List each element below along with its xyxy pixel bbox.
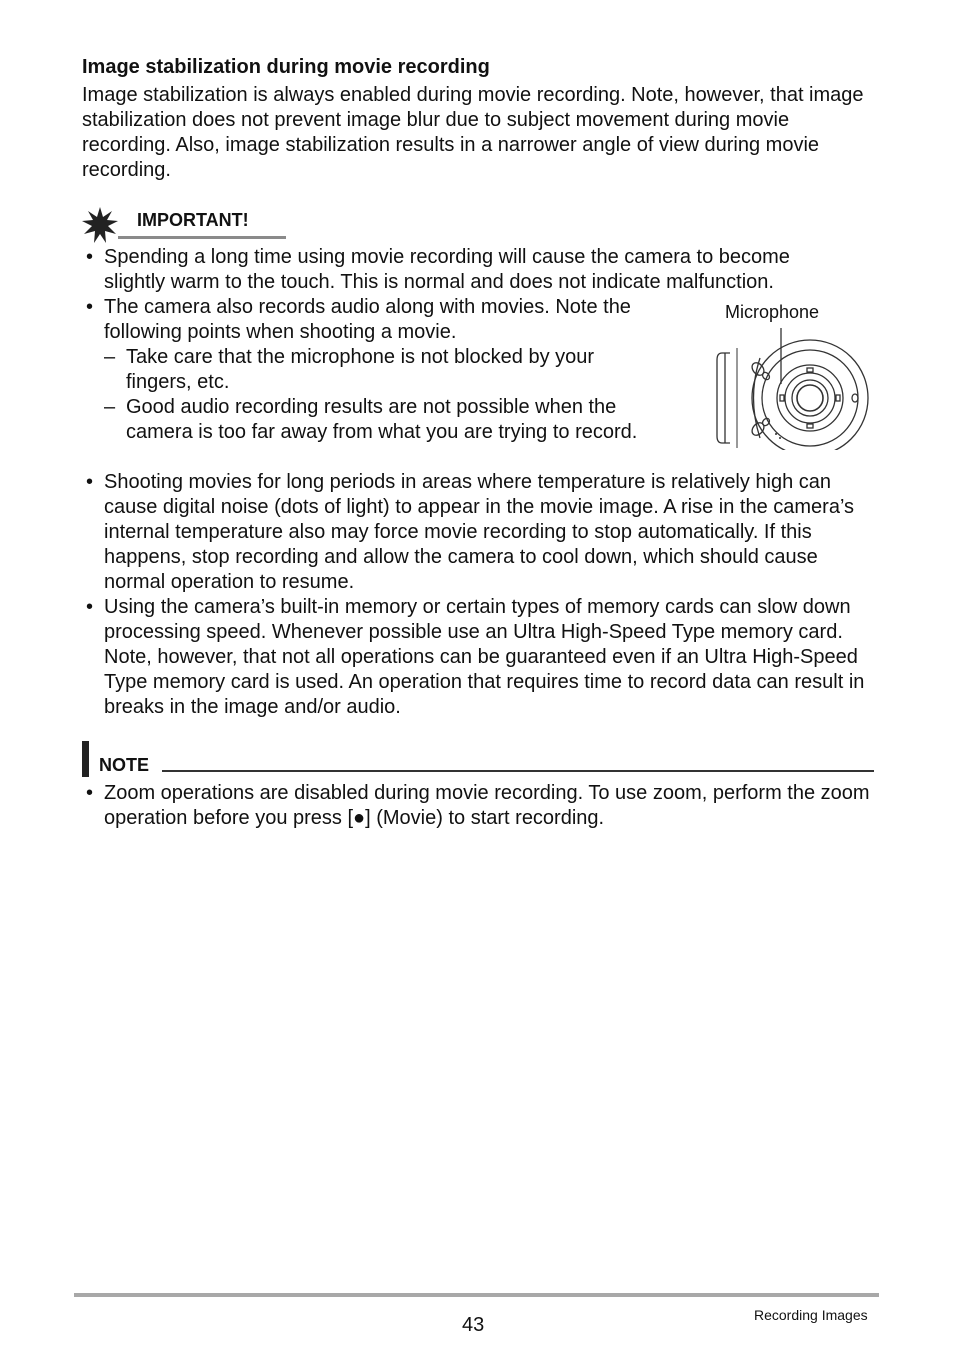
important-subitem-1 (104, 345, 636, 395)
burst-icon (82, 207, 118, 243)
page-number: 43 (462, 1314, 485, 1336)
important-header (82, 207, 286, 241)
bullet-text: The camera also records audio along with movies. Note the following points when shooting a movie. (104, 296, 631, 343)
footer-section-name: Recording Images (754, 1307, 868, 1323)
important-underline (118, 236, 286, 239)
section-heading: Image stabilization during movie recording (82, 56, 490, 78)
note-bullet-1 (86, 781, 874, 831)
camera-microphone-illustration (712, 326, 872, 450)
note-label: NOTE (99, 755, 150, 775)
bullet-text: Using the camera’s built-in memory or certain types of memory cards can slow down processing speed. Whenever possible use an Ultra High-Speed Type memory card. Note, however, that not all operations can be guaranteed even if an Ultra High-Speed Type memory card is used. An operation that requires time to record data can result in breaks in the image and/or audio. (104, 596, 865, 718)
footer-rule (74, 1293, 879, 1297)
subitem-text: Take care that the microphone is not blocked by your fingers, etc. (126, 346, 595, 393)
microphone-label: Microphone (725, 302, 820, 322)
bullet-marker: • (86, 296, 94, 318)
important-bullet-1 (86, 245, 834, 295)
dash-marker: – (104, 346, 116, 368)
bullet-text: Zoom operations are disabled during movie recording. To use zoom, perform the zoom operation before you press [●] (Movie) to start recording. (104, 782, 870, 829)
bullet-marker: • (86, 782, 94, 804)
important-subitem-2 (104, 395, 656, 445)
dash-marker: – (104, 396, 116, 418)
bullet-marker: • (86, 471, 94, 493)
bullet-text: Shooting movies for long periods in areas where temperature is relatively high can cause digital noise (dots of light) to appear in the movie image. A rise in the camera’s internal temperature also may force movie recording to stop automatically. If this happens, stop recording and allow the camera to cool down, which should cause normal operation to resume. (104, 471, 855, 593)
bullet-text: Spending a long time using movie recording will cause the camera to become slightly warm to the touch. This is normal and does not indicate malfunction. (104, 246, 790, 293)
subitem-text: Good audio recording results are not possible when the camera is too far away from what you are trying to record. (126, 396, 638, 443)
note-header (82, 741, 874, 777)
important-bullet-4 (86, 595, 874, 720)
important-label: IMPORTANT! (137, 210, 249, 230)
note-marker-bar (82, 741, 89, 777)
important-bullet-2 (86, 295, 674, 345)
intro-paragraph: Image stabilization is always enabled during movie recording. Note, however, that image stabilization does not prevent image blur due to subject movement during movie recording. Also, image stabilization results in a narrower angle of view during movie recording. (82, 84, 864, 181)
important-bullet-3 (86, 470, 874, 595)
note-rule (162, 770, 874, 772)
bullet-marker: • (86, 596, 94, 618)
bullet-marker: • (86, 246, 94, 268)
